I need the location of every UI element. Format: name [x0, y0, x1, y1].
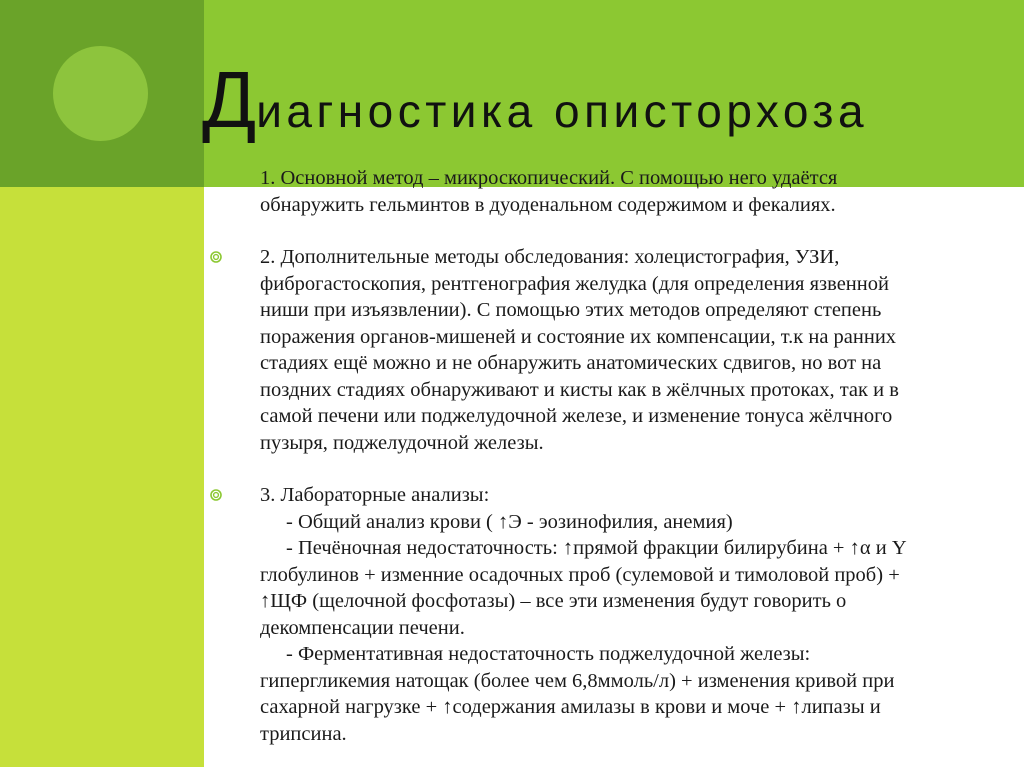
text-line: гипергликемия натощак (более чем 6,8ммоль/л) + изменения кривой при [260, 669, 895, 692]
text-line: - Ферментативная недостаточность поджелудочной железы: [286, 643, 811, 665]
double-circle-icon [210, 251, 222, 263]
double-circle-icon [210, 489, 222, 501]
text-line: декомпенсации печени. [260, 616, 465, 639]
text-line: 1. Основной метод – микроскопический. С помощью него удаётся [260, 167, 838, 189]
paragraph-additional-methods [210, 244, 1010, 456]
text-line: ниши при изъязвлении). С помощью этих методов определяют степень [260, 299, 882, 321]
paragraph-lab-tests [210, 482, 1010, 747]
text-line: глобулинов + изменние осадочных проб (сулемовой и тимоловой проб) + [260, 563, 900, 586]
text-line: самой печени или поджелудочной железе, и изменение тонуса жёлчного [260, 405, 893, 427]
slide-content [210, 165, 1010, 747]
text-line: обнаружить гельминтов в дуоденальном содержимом и фекалиях. [260, 193, 836, 216]
text-line: - Общий анализ крови ( ↑Э - эозинофилия, анемия) [286, 510, 733, 533]
text-line: стадиях ещё можно и не обнаружить анатомических сдвигов, но вот на [260, 352, 882, 374]
text-line: 3. Лабораторные анализы: [260, 484, 490, 506]
paragraph-main-method [210, 165, 1010, 218]
text-line: поздних стадиях обнаруживают и кисты как в жёлчных протоках, так и в [260, 378, 899, 401]
title-first-letter: Д [202, 55, 257, 144]
title-rest: иагностика описторхоза [256, 85, 869, 137]
text-line: пузыря, поджелудочной железы. [260, 431, 544, 454]
text-line: фиброгастоскопия, рентгенография желудка (для определения язвенной [260, 272, 889, 295]
text-line: сахарной нагрузке + ↑содержания амилазы в крови и моче + ↑липазы и [260, 696, 881, 718]
text-line: 2. Дополнительные методы обследования: холецистография, УЗИ, [260, 246, 840, 268]
text-line: поражения органов-мишеней и состояние их компенсации, т.к на ранних [260, 325, 897, 348]
text-line: ↑ЩФ (щелочной фосфотазы) – все эти изменения будут говорить о [260, 590, 847, 612]
slide-title [202, 55, 1017, 151]
text-line: трипсина. [260, 722, 347, 745]
decorative-circle [53, 46, 148, 141]
text-line: - Печёночная недостаточность: ↑прямой фракции билирубина + ↑α и Y [286, 537, 907, 559]
left-band-light [0, 187, 204, 767]
